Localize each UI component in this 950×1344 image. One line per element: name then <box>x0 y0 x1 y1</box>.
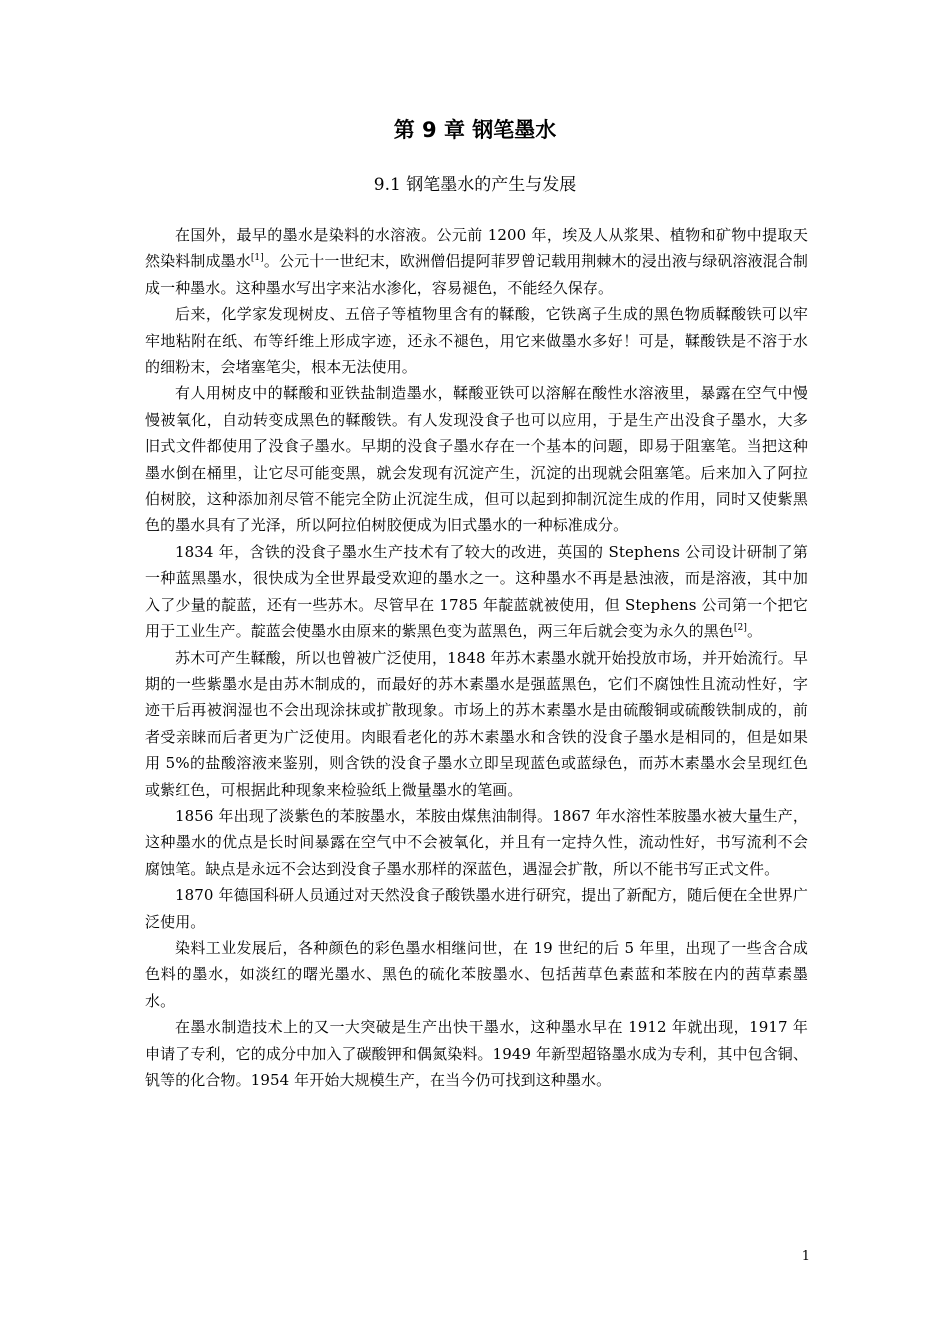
page-number: 1 <box>801 1249 810 1264</box>
citation[interactable]: [1] <box>250 253 264 264</box>
paragraph: 1856 年出现了淡紫色的苯胺墨水，苯胺由煤焦油制得。1867 年水溶性苯胺墨水被大量生产，这种墨水的优点是长时间暴露在空气中不会被氧化，并且有一定持久性，流动性好，书写流利不会腐蚀笔。缺点是永远不会达到没食子墨水那样的深蓝色，遇湿会扩散，所以不能书写正式文件。 <box>145 806 808 878</box>
paragraph-text: 在国外，最早的墨水是染料的水溶液。公元前 1200 年，埃及人从浆果、植物和矿物中提取天然染料制成墨水 <box>145 226 808 271</box>
paragraph: 在墨水制造技术上的又一大突破是生产出快干墨水，这种墨水早在 1912 年就出现，1917 年申请了专利，它的成分中加入了碳酸钾和偶氮染料。1949 年新型超铬墨水成为专利，其中包含铜、钒等的化合物。1954 年开始大规模生产，在当今仍可找到这种墨水。 <box>145 1018 808 1089</box>
paragraph-text: 1834 年，含铁的没食子墨水生产技术有了较大的改进，英国的 Stephens 公司设计研制了第一种蓝黑墨水，很快成为全世界最受欢迎的墨水之一。这种墨水不再是悬浊液，而是溶液，其中加入了少量的靛蓝，还有一些苏木。尽管早在 1785 年靛蓝就被使用，但 Stephens 公司第一个把它用于工业生产。靛蓝会使墨水由原来的紫黑色变为蓝黑色，两三年后就会变为永久的黑色 <box>145 542 808 641</box>
paragraph-text: 。公元十一世纪末，欧洲僧侣提阿菲罗曾记载用荆棘木的浸出液与绿矾溶液混合制成一种墨水。这种墨水写出字来沾水渗化，容易褪色，不能经久保存。 <box>145 252 809 297</box>
paragraph: 1870 年德国科研人员通过对天然没食子酸铁墨水进行研究，提出了新配方，随后便在全世界广泛使用。 <box>145 886 808 931</box>
paragraph <box>145 539 808 645</box>
paragraph: 有人用树皮中的鞣酸和亚铁盐制造墨水，鞣酸亚铁可以溶解在酸性水溶液里，暴露在空气中慢慢被氧化，自动转变成黑色的鞣酸铁。有人发现没食子也可以应用，于是生产出没食子墨水，大多旧式文件都使用了没食子墨水。早期的没食子墨水存在一个基本的问题，即易于阻塞笔。当把这种墨水倒在桶里，让它尽可能变黑，就会发现有沉淀产生，沉淀的出现就会阻塞笔。后来加入了阿拉伯树胶，这种添加剂尽管不能完全防止沉淀生成，但可以起到抑制沉淀生成的作用，同时又使紫黑色的墨水具有了光泽，所以阿拉伯树胶便成为旧式墨水的一种标准成分。 <box>145 384 808 535</box>
body-text <box>145 222 808 1093</box>
section-title: 9.1 钢笔墨水的产生与发展 <box>373 175 577 195</box>
paragraph: 后来，化学家发现树皮、五倍子等植物里含有的鞣酸，它铁离子生成的黑色物质鞣酸铁可以牢牢地粘附在纸、布等纤维上形成字迹，还永不褪色，用它来做墨水多好！可是，鞣酸铁是不溶于水的细粉末，会堵塞笔尖，根本无法使用。 <box>145 305 808 377</box>
paragraph <box>145 222 808 301</box>
paragraph: 苏木可产生鞣酸，所以也曾被广泛使用，1848 年苏木素墨水就开始投放市场，并开始流行。早期的一些紫墨水是由苏木制成的，而最好的苏木素墨水是强蓝黑色，它们不腐蚀性且流动性好，字迹干后再被润湿也不会出现涂抹或扩散现象。市场上的苏木素墨水是由硫酸铜或硫酸铁制成的，前者受亲睐而后者更为广泛使用。肉眼看老化的苏木素墨水和含铁的没食子墨水是相同的，但是如果用 5%的盐酸溶液来鉴别，则含铁的没食子墨水立即呈现蓝色或蓝绿色，而苏木素墨水会呈现红色或紫红色，可根据此种现象来检验纸上微量墨水的笔画。 <box>145 648 808 799</box>
paragraph-text: 。 <box>746 622 763 641</box>
paragraph: 染料工业发展后，各种颜色的彩色墨水相继问世，在 19 世纪的后 5 年里，出现了一些含合成色料的墨水，如淡红的曙光墨水、黑色的硫化苯胺墨水、包括茜草色素蓝和苯胺在内的茜草素墨水。 <box>145 938 808 1010</box>
citation[interactable]: [2] <box>733 623 747 634</box>
chapter-title: 第 9 章 钢笔墨水 <box>393 118 557 142</box>
